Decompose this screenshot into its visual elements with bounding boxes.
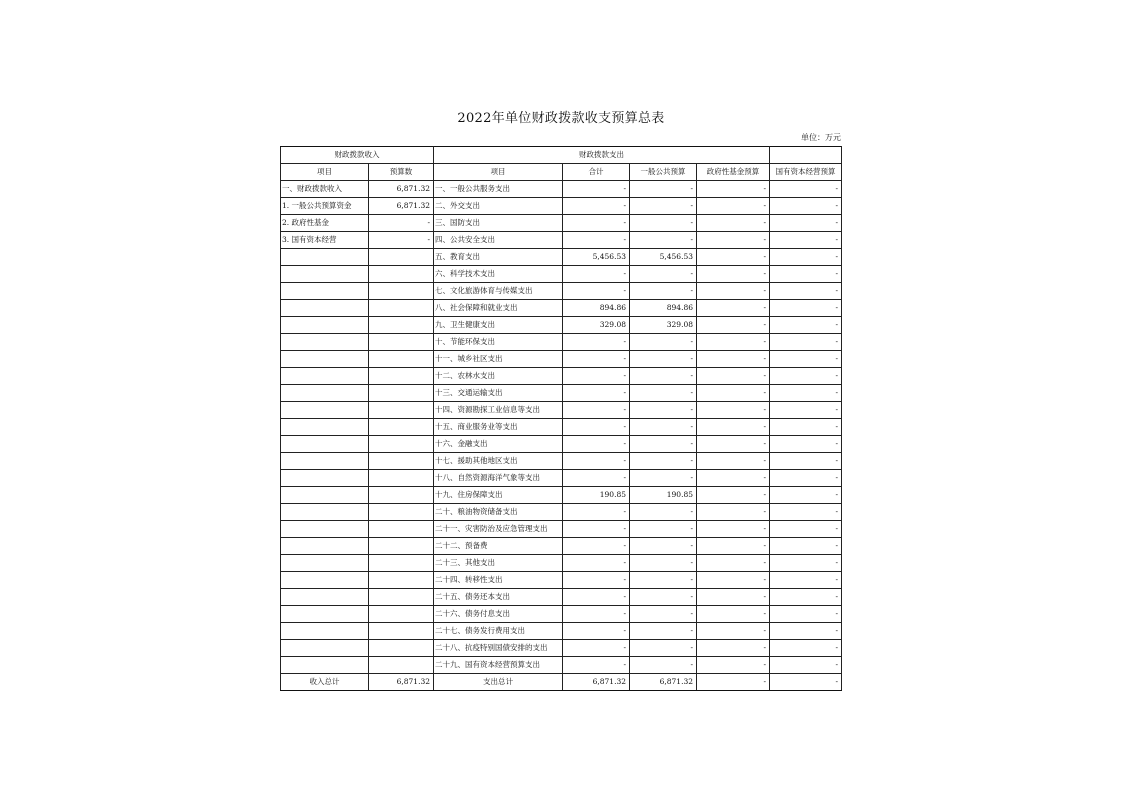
general-total-value: 6,871.32: [630, 674, 697, 691]
income-item-cell: [281, 572, 369, 589]
income-item-cell: [281, 334, 369, 351]
income-item-cell: [281, 538, 369, 555]
general-budget-cell: -: [630, 453, 697, 470]
total-cell: 329.08: [563, 317, 630, 334]
income-value-cell: [369, 368, 434, 385]
income-value-cell: [369, 300, 434, 317]
income-item-cell: [281, 640, 369, 657]
income-value-cell: [369, 453, 434, 470]
income-item-cell: [281, 283, 369, 300]
general-budget-cell: 190.85: [630, 487, 697, 504]
income-value-cell: [369, 436, 434, 453]
state-capital-cell: -: [770, 419, 842, 436]
table-row: [281, 283, 842, 300]
total-cell: -: [563, 504, 630, 521]
table-row: [281, 572, 842, 589]
income-item-cell: [281, 487, 369, 504]
state-capital-total-value: -: [770, 674, 842, 691]
gov-fund-cell: -: [697, 470, 770, 487]
expense-item-cell: 二十六、债务付息支出: [434, 606, 563, 623]
gov-fund-cell: -: [697, 538, 770, 555]
expense-item-cell: 十六、金融支出: [434, 436, 563, 453]
gov-fund-cell: -: [697, 215, 770, 232]
expense-item-cell: 六、科学技术支出: [434, 266, 563, 283]
general-budget-cell: -: [630, 334, 697, 351]
income-value-cell: [369, 283, 434, 300]
expense-item-cell: 十五、商业服务业等支出: [434, 419, 563, 436]
expense-item-cell: 二十四、转移性支出: [434, 572, 563, 589]
general-budget-cell: -: [630, 521, 697, 538]
gov-fund-cell: -: [697, 555, 770, 572]
col-expense-item: 项目: [434, 164, 563, 181]
expense-item-cell: 十三、交通运输支出: [434, 385, 563, 402]
income-item-cell: 3. 国有资本经营: [281, 232, 369, 249]
income-item-cell: [281, 300, 369, 317]
income-value-cell: [369, 623, 434, 640]
table-row: [281, 317, 842, 334]
state-capital-cell: -: [770, 470, 842, 487]
state-capital-cell: -: [770, 351, 842, 368]
table-row: [281, 504, 842, 521]
gov-fund-cell: -: [697, 283, 770, 300]
total-cell: -: [563, 555, 630, 572]
state-capital-cell: -: [770, 623, 842, 640]
general-budget-cell: -: [630, 368, 697, 385]
gov-fund-cell: -: [697, 249, 770, 266]
state-capital-cell: -: [770, 521, 842, 538]
expense-item-cell: 二十二、预备费: [434, 538, 563, 555]
state-capital-cell: -: [770, 300, 842, 317]
expense-item-cell: 二十九、国有资本经营预算支出: [434, 657, 563, 674]
general-budget-cell: 5,456.53: [630, 249, 697, 266]
state-capital-cell: -: [770, 572, 842, 589]
state-capital-cell: -: [770, 504, 842, 521]
total-cell: -: [563, 351, 630, 368]
table-row: [281, 487, 842, 504]
state-capital-cell: -: [770, 215, 842, 232]
income-value-cell: 6,871.32: [369, 181, 434, 198]
state-capital-cell: -: [770, 555, 842, 572]
expense-item-cell: 二十五、债务还本支出: [434, 589, 563, 606]
income-item-cell: [281, 589, 369, 606]
general-budget-cell: -: [630, 470, 697, 487]
table-row: [281, 334, 842, 351]
col-income-item: 项目: [281, 164, 369, 181]
gov-fund-cell: -: [697, 198, 770, 215]
total-cell: -: [563, 623, 630, 640]
income-value-cell: [369, 470, 434, 487]
general-budget-cell: -: [630, 657, 697, 674]
total-cell: -: [563, 283, 630, 300]
total-cell: -: [563, 589, 630, 606]
general-budget-cell: -: [630, 385, 697, 402]
total-cell: -: [563, 470, 630, 487]
expense-item-cell: 一、一般公共服务支出: [434, 181, 563, 198]
state-capital-cell: -: [770, 436, 842, 453]
income-value-cell: [369, 504, 434, 521]
general-budget-cell: -: [630, 640, 697, 657]
income-item-cell: [281, 419, 369, 436]
state-capital-cell: -: [770, 198, 842, 215]
expense-item-cell: 八、社会保障和就业支出: [434, 300, 563, 317]
income-total-value: 6,871.32: [369, 674, 434, 691]
income-value-cell: -: [369, 232, 434, 249]
income-value-cell: [369, 606, 434, 623]
totals-row: [281, 674, 842, 691]
expense-total-label: 支出总计: [434, 674, 563, 691]
expense-item-cell: 二、外交支出: [434, 198, 563, 215]
general-budget-cell: -: [630, 538, 697, 555]
total-cell: -: [563, 436, 630, 453]
state-capital-cell: -: [770, 368, 842, 385]
expense-total-value: 6,871.32: [563, 674, 630, 691]
budget-summary-table: [280, 146, 842, 691]
general-budget-cell: -: [630, 402, 697, 419]
state-capital-cell: -: [770, 538, 842, 555]
general-budget-cell: -: [630, 215, 697, 232]
total-cell: 190.85: [563, 487, 630, 504]
table-row: [281, 249, 842, 266]
state-capital-cell: -: [770, 317, 842, 334]
expense-item-cell: 二十一、灾害防治及应急管理支出: [434, 521, 563, 538]
gov-fund-cell: -: [697, 606, 770, 623]
gov-fund-cell: -: [697, 640, 770, 657]
general-budget-cell: -: [630, 232, 697, 249]
table-row: [281, 232, 842, 249]
table-row: [281, 351, 842, 368]
total-cell: -: [563, 368, 630, 385]
total-cell: -: [563, 640, 630, 657]
expense-item-cell: 十四、资源勘探工业信息等支出: [434, 402, 563, 419]
income-item-cell: 一、财政拨款收入: [281, 181, 369, 198]
total-cell: -: [563, 266, 630, 283]
state-capital-cell: -: [770, 232, 842, 249]
income-item-cell: [281, 453, 369, 470]
gov-fund-cell: -: [697, 419, 770, 436]
expense-item-cell: 二十八、抗疫特别国债安排的支出: [434, 640, 563, 657]
general-budget-cell: -: [630, 555, 697, 572]
gov-fund-cell: -: [697, 385, 770, 402]
income-item-cell: [281, 504, 369, 521]
table-row: [281, 436, 842, 453]
state-capital-cell: -: [770, 453, 842, 470]
gov-fund-cell: -: [697, 181, 770, 198]
table-row: [281, 640, 842, 657]
state-capital-cell: -: [770, 487, 842, 504]
expense-item-cell: 二十、粮油物资储备支出: [434, 504, 563, 521]
col-state-capital-budget: 国有资本经营预算: [770, 164, 842, 181]
expense-item-cell: 十九、住房保障支出: [434, 487, 563, 504]
total-cell: -: [563, 334, 630, 351]
expense-item-cell: 四、公共安全支出: [434, 232, 563, 249]
table-row: [281, 657, 842, 674]
general-budget-cell: -: [630, 623, 697, 640]
income-value-cell: [369, 385, 434, 402]
col-total: 合计: [563, 164, 630, 181]
income-value-cell: [369, 487, 434, 504]
income-value-cell: 6,871.32: [369, 198, 434, 215]
gov-fund-cell: -: [697, 266, 770, 283]
income-value-cell: [369, 589, 434, 606]
income-item-cell: [281, 402, 369, 419]
gov-fund-cell: -: [697, 623, 770, 640]
income-value-cell: [369, 317, 434, 334]
table-row: [281, 589, 842, 606]
total-cell: -: [563, 657, 630, 674]
income-item-cell: [281, 317, 369, 334]
state-capital-cell: -: [770, 283, 842, 300]
income-item-cell: [281, 351, 369, 368]
total-cell: 5,456.53: [563, 249, 630, 266]
income-value-cell: [369, 521, 434, 538]
document-title: 2022年单位财政拨款收支预算总表: [457, 111, 665, 126]
gov-fund-total-value: -: [697, 674, 770, 691]
income-value-cell: [369, 249, 434, 266]
state-capital-cell: -: [770, 402, 842, 419]
state-capital-cell: -: [770, 640, 842, 657]
total-cell: 894.86: [563, 300, 630, 317]
table-row: [281, 538, 842, 555]
general-budget-cell: -: [630, 504, 697, 521]
col-income-budget: 预算数: [369, 164, 434, 181]
income-item-cell: [281, 606, 369, 623]
general-budget-cell: -: [630, 606, 697, 623]
table-row: [281, 606, 842, 623]
total-cell: -: [563, 521, 630, 538]
table-row: [281, 198, 842, 215]
total-cell: -: [563, 198, 630, 215]
header-column-row: [281, 164, 842, 181]
income-item-cell: [281, 470, 369, 487]
state-capital-cell: -: [770, 334, 842, 351]
col-gov-fund-budget: 政府性基金预算: [697, 164, 770, 181]
total-cell: -: [563, 453, 630, 470]
general-budget-cell: -: [630, 572, 697, 589]
general-budget-cell: -: [630, 181, 697, 198]
state-capital-cell: -: [770, 606, 842, 623]
state-capital-cell: -: [770, 249, 842, 266]
income-value-cell: [369, 334, 434, 351]
header-group-row: [281, 147, 842, 164]
general-budget-cell: 329.08: [630, 317, 697, 334]
gov-fund-cell: -: [697, 657, 770, 674]
income-value-cell: [369, 351, 434, 368]
general-budget-cell: -: [630, 589, 697, 606]
income-value-cell: [369, 419, 434, 436]
gov-fund-cell: -: [697, 589, 770, 606]
income-value-cell: [369, 266, 434, 283]
income-item-cell: [281, 436, 369, 453]
income-item-cell: [281, 657, 369, 674]
income-value-cell: [369, 657, 434, 674]
general-budget-cell: -: [630, 283, 697, 300]
gov-fund-cell: -: [697, 232, 770, 249]
gov-fund-cell: -: [697, 572, 770, 589]
income-item-cell: 1. 一般公共预算资金: [281, 198, 369, 215]
gov-fund-cell: -: [697, 351, 770, 368]
income-value-cell: [369, 555, 434, 572]
state-capital-cell: -: [770, 385, 842, 402]
income-item-cell: [281, 385, 369, 402]
expense-item-cell: 三、国防支出: [434, 215, 563, 232]
table-row: [281, 368, 842, 385]
gov-fund-cell: -: [697, 317, 770, 334]
income-value-cell: [369, 640, 434, 657]
gov-fund-cell: -: [697, 504, 770, 521]
gov-fund-cell: -: [697, 436, 770, 453]
expense-item-cell: 九、卫生健康支出: [434, 317, 563, 334]
general-budget-cell: -: [630, 419, 697, 436]
income-group-header: 财政拨款收入: [281, 147, 434, 164]
header-blank-cell: [770, 147, 842, 164]
general-budget-cell: -: [630, 266, 697, 283]
table-row: [281, 419, 842, 436]
expense-item-cell: 十一、城乡社区支出: [434, 351, 563, 368]
general-budget-cell: -: [630, 198, 697, 215]
table-row: [281, 402, 842, 419]
table-row: [281, 266, 842, 283]
total-cell: -: [563, 606, 630, 623]
expense-item-cell: 七、文化旅游体育与传媒支出: [434, 283, 563, 300]
gov-fund-cell: -: [697, 402, 770, 419]
income-total-label: 收入总计: [281, 674, 369, 691]
table-row: [281, 555, 842, 572]
general-budget-cell: -: [630, 351, 697, 368]
gov-fund-cell: -: [697, 487, 770, 504]
income-item-cell: [281, 249, 369, 266]
table-row: [281, 521, 842, 538]
col-general-budget: 一般公共预算: [630, 164, 697, 181]
income-item-cell: [281, 368, 369, 385]
total-cell: -: [563, 419, 630, 436]
total-cell: -: [563, 385, 630, 402]
expense-group-header: 财政拨款支出: [434, 147, 770, 164]
income-item-cell: [281, 266, 369, 283]
income-value-cell: [369, 538, 434, 555]
table-row: [281, 453, 842, 470]
income-value-cell: [369, 402, 434, 419]
gov-fund-cell: -: [697, 334, 770, 351]
total-cell: -: [563, 181, 630, 198]
state-capital-cell: -: [770, 181, 842, 198]
table-row: [281, 385, 842, 402]
gov-fund-cell: -: [697, 521, 770, 538]
expense-item-cell: 二十七、债务发行费用支出: [434, 623, 563, 640]
state-capital-cell: -: [770, 266, 842, 283]
income-item-cell: [281, 555, 369, 572]
table-row: [281, 623, 842, 640]
table-row: [281, 300, 842, 317]
income-value-cell: -: [369, 215, 434, 232]
total-cell: -: [563, 215, 630, 232]
state-capital-cell: -: [770, 589, 842, 606]
general-budget-cell: 894.86: [630, 300, 697, 317]
general-budget-cell: -: [630, 436, 697, 453]
income-item-cell: [281, 521, 369, 538]
expense-item-cell: 十八、自然资源海洋气象等支出: [434, 470, 563, 487]
expense-item-cell: 十七、援助其他地区支出: [434, 453, 563, 470]
total-cell: -: [563, 572, 630, 589]
gov-fund-cell: -: [697, 368, 770, 385]
total-cell: -: [563, 538, 630, 555]
gov-fund-cell: -: [697, 300, 770, 317]
income-item-cell: 2. 政府性基金: [281, 215, 369, 232]
expense-item-cell: 二十三、其他支出: [434, 555, 563, 572]
gov-fund-cell: -: [697, 453, 770, 470]
total-cell: -: [563, 232, 630, 249]
table-row: [281, 181, 842, 198]
expense-item-cell: 十、节能环保支出: [434, 334, 563, 351]
table-row: [281, 470, 842, 487]
unit-label: 单位：万元: [801, 133, 841, 142]
income-value-cell: [369, 572, 434, 589]
expense-item-cell: 五、教育支出: [434, 249, 563, 266]
expense-item-cell: 十二、农林水支出: [434, 368, 563, 385]
table-row: [281, 215, 842, 232]
income-item-cell: [281, 623, 369, 640]
state-capital-cell: -: [770, 657, 842, 674]
total-cell: -: [563, 402, 630, 419]
